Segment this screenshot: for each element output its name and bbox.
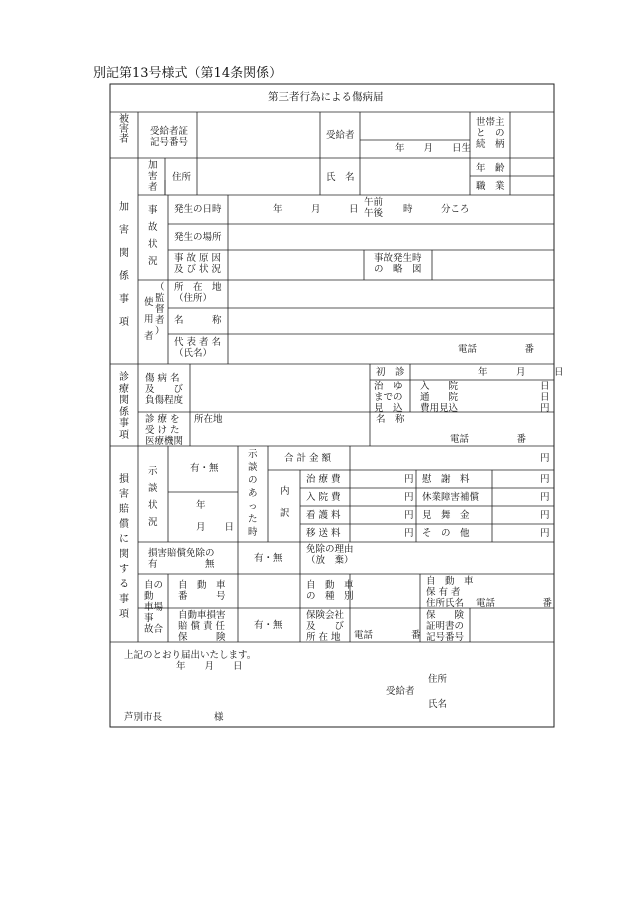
age-label: 年 齢 — [476, 163, 505, 174]
cert-number-label: 受給者証 記号番号 — [150, 126, 189, 148]
waiver-label: 損害賠償免除の 有 無 — [148, 548, 215, 570]
inpatient-label: 入 院 — [420, 381, 459, 392]
accident-date: 年 月 日 — [273, 204, 359, 215]
victim-section-label: 被害者 — [119, 114, 129, 145]
injury-label: 傷 病 名 及 び 負傷程度 — [145, 373, 184, 406]
form-header: 別記第13号様式（第14条関係） — [93, 66, 283, 81]
representative-label: 代 表 者 名 （氏名） — [174, 337, 222, 359]
applicant-name-label: 氏名 — [428, 699, 448, 710]
damages-section-label: 損害賠償に関する事項 — [119, 474, 129, 620]
damage-item-2: 入 院 費 — [306, 492, 341, 503]
hospital-tel: 電話 番 — [450, 434, 527, 445]
accident-time: 時 分ころ — [403, 204, 470, 215]
recipient-label: 受給者 — [326, 130, 355, 141]
ampm: 午前 午後 — [364, 197, 384, 219]
statement: 上記のとおり届出いたします。 — [124, 650, 257, 661]
damage-item-3: 看 護 料 — [306, 510, 341, 521]
damage2-unit-2: 円 — [540, 492, 550, 503]
perpetrator-label: 加 害 者 — [148, 160, 158, 193]
settlement-yesno: 有・無 — [190, 463, 219, 474]
hospital-label: 診 療 を 受 け た 医療機関 — [145, 414, 184, 447]
cost-unit: 円 — [540, 403, 550, 414]
addressee-honorific: 様 — [214, 712, 224, 723]
first-visit-date: 年 月 日 — [478, 367, 564, 378]
cure-outlook-label: 治 ゆ までの 見 込 — [374, 381, 403, 414]
damage2-unit-4: 円 — [540, 528, 550, 539]
addressee: 芦別市長 — [124, 712, 163, 723]
outpatient-label: 通 院 — [420, 392, 459, 403]
damage-unit-1: 円 — [404, 474, 414, 485]
hospital-name-label: 名 称 — [376, 414, 405, 425]
employer-label: 使 用 者 — [144, 297, 154, 342]
hospital-address-label: 所在地 — [194, 414, 223, 425]
certificate-label: 保 険 証明書の 記号番号 — [426, 610, 465, 643]
map-label: 事故発生時 の 略 図 — [374, 253, 422, 275]
waiver-yesno: 有・無 — [254, 553, 283, 564]
owner-tel: 電話 番 — [476, 598, 553, 609]
breakdown-label: 内 訳 — [280, 486, 290, 519]
damage-item2-4: そ の 他 — [422, 528, 470, 539]
settlement-time-label: 示 談 の あ っ た 時 — [248, 449, 258, 538]
damage-item2-3: 見 舞 金 — [422, 510, 470, 521]
perp-name-label: 氏 名 — [326, 172, 355, 183]
vehicle-type-label: 自 動 車 の 種 別 — [306, 580, 354, 602]
total-unit: 円 — [540, 453, 550, 464]
damage-unit-2: 円 — [404, 492, 414, 503]
first-visit-label: 初 診 — [376, 367, 405, 378]
employer-address-label: 所 在 地 （住所） — [174, 282, 222, 304]
settlement-label: 示 談 状 況 — [148, 466, 158, 528]
total-amount-label: 合 計 金 額 — [284, 453, 332, 464]
relation-label: 世帯主 と の 続 柄 — [476, 117, 505, 150]
inpatient-unit: 日 — [540, 381, 550, 392]
birth-date: 年 月 日生 — [395, 143, 472, 154]
settlement-date: 年 月 日 — [196, 500, 235, 533]
cost-label: 費用見込 — [420, 403, 459, 414]
perpetrator-section-label: 加害関係事項 — [119, 202, 129, 328]
insurance-yesno: 有・無 — [254, 620, 283, 631]
applicant-recipient-label: 受給者 — [386, 686, 415, 697]
plate-label: 自 動 車 番 号 — [178, 580, 226, 602]
vehicle-section-label: 自の 動 車場 事 故合 — [144, 580, 164, 635]
date-time-label: 発生の日時 — [174, 204, 222, 215]
job-label: 職 業 — [476, 181, 505, 192]
submit-date: 年 月 日 — [176, 661, 243, 672]
owner-label: 自 動 車 保 有 者 住所氏名 — [426, 576, 474, 609]
medical-section-label: 診療関係事項 — [119, 372, 129, 441]
outpatient-unit: 日 — [540, 392, 550, 403]
applicant-address-label: 住所 — [428, 674, 448, 685]
insurance-label: 自動車損害 賠 償 責 任 保 険 — [178, 610, 226, 643]
company-tel: 電話 番 — [354, 630, 421, 641]
perp-address-label: 住所 — [172, 172, 192, 183]
waiver-reason-label: 免除の理由 （放 棄） — [306, 544, 354, 566]
company-label: 保険会社 及 び 所 在 地 — [306, 610, 345, 643]
damage-item2-1: 慰 謝 料 — [422, 474, 470, 485]
employer-name-label: 名 称 — [174, 315, 222, 326]
cause-label: 事 故 原 因 及 び 状 況 — [174, 253, 222, 275]
damage2-unit-1: 円 — [540, 474, 550, 485]
damage-item-4: 移 送 料 — [306, 528, 341, 539]
supervisor-label: （ 監 督 者 ） — [155, 282, 165, 337]
employer-tel: 電話 番 — [458, 344, 535, 355]
damage-item2-2: 休業障害補償 — [422, 492, 480, 503]
place-label: 発生の場所 — [174, 232, 222, 243]
accident-label: 事 故 状 況 — [148, 205, 158, 267]
form-title: 第三者行為による傷病届 — [268, 91, 384, 103]
damage-unit-3: 円 — [404, 510, 414, 521]
damage2-unit-3: 円 — [540, 510, 550, 521]
damage-item-1: 治 療 費 — [306, 474, 341, 485]
damage-unit-4: 円 — [404, 528, 414, 539]
